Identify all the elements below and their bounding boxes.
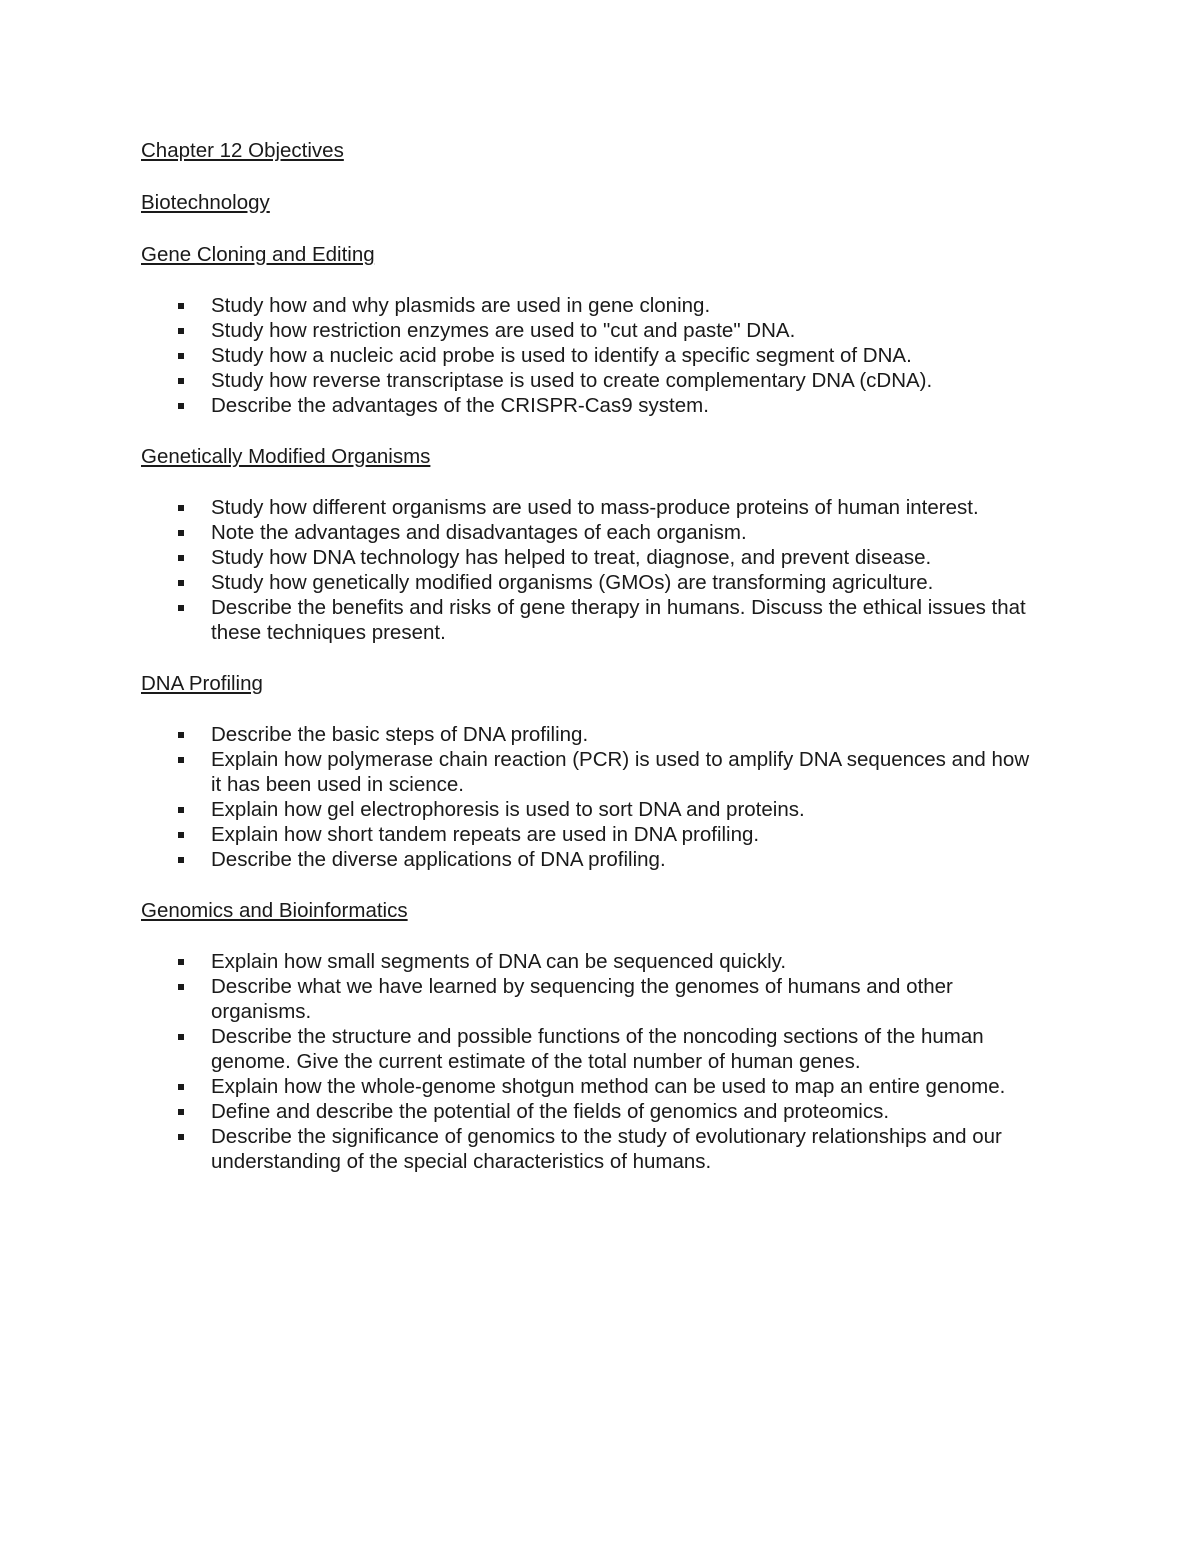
- square-bullet-icon: [178, 757, 184, 763]
- list-item: [141, 974, 1041, 1024]
- objective-list: [141, 722, 1041, 872]
- section-heading: Gene Cloning and Editing: [141, 243, 375, 266]
- list-item-text: Explain how the whole-genome shotgun method can be used to map an entire genome.: [211, 1075, 1006, 1098]
- square-bullet-icon: [178, 353, 184, 359]
- list-item: [141, 570, 1041, 595]
- document-subtitle: Biotechnology: [141, 191, 270, 214]
- square-bullet-icon: [178, 328, 184, 334]
- section-heading: Genetically Modified Organisms: [141, 445, 431, 468]
- list-item: [141, 293, 1041, 318]
- list-item-text: Explain how short tandem repeats are used in DNA profiling.: [211, 823, 760, 846]
- square-bullet-icon: [178, 530, 184, 536]
- list-item-text: Describe the advantages of the CRISPR-Cas9 system.: [211, 394, 709, 417]
- list-item-text: Explain how small segments of DNA can be sequenced quickly.: [211, 950, 787, 973]
- list-item-text: Describe what we have learned by sequencing the genomes of humans and other organisms.: [211, 975, 953, 1023]
- square-bullet-icon: [178, 732, 184, 738]
- list-item: [141, 520, 1041, 545]
- list-item: [141, 822, 1041, 847]
- square-bullet-icon: [178, 505, 184, 511]
- objective-list: [141, 293, 1041, 418]
- square-bullet-icon: [178, 1034, 184, 1040]
- list-item: [141, 1124, 1041, 1174]
- list-item: [141, 949, 1041, 974]
- square-bullet-icon: [178, 1109, 184, 1115]
- list-item-text: Describe the diverse applications of DNA profiling.: [211, 848, 666, 871]
- section-heading: DNA Profiling: [141, 672, 263, 695]
- list-item-text: Explain how gel electrophoresis is used to sort DNA and proteins.: [211, 798, 805, 821]
- list-item: [141, 847, 1041, 872]
- square-bullet-icon: [178, 1134, 184, 1140]
- list-item-text: Describe the structure and possible functions of the noncoding sections of the human genome. Give the current estimate of the total number of human genes.: [211, 1025, 984, 1073]
- list-item-text: Study how DNA technology has helped to treat, diagnose, and prevent disease.: [211, 546, 932, 569]
- list-item-text: Describe the benefits and risks of gene therapy in humans. Discuss the ethical issues that these techniques present.: [211, 596, 1026, 644]
- document-title: Chapter 12 Objectives: [141, 139, 344, 162]
- list-item-text: Study how restriction enzymes are used to "cut and paste" DNA.: [211, 319, 796, 342]
- list-item-text: Study how different organisms are used to mass-produce proteins of human interest.: [211, 496, 979, 519]
- list-item: [141, 1099, 1041, 1124]
- list-item-text: Note the advantages and disadvantages of each organism.: [211, 521, 747, 544]
- list-item-text: Study how genetically modified organisms (GMOs) are transforming agriculture.: [211, 571, 934, 594]
- document-page: [141, 138, 1041, 1200]
- list-item: [141, 1024, 1041, 1074]
- list-item-text: Define and describe the potential of the fields of genomics and proteomics.: [211, 1100, 890, 1123]
- list-item-text: Explain how polymerase chain reaction (PCR) is used to amplify DNA sequences and how it has been used in science.: [211, 748, 1030, 796]
- list-item: [141, 595, 1041, 645]
- section-dna-profiling: [141, 671, 1041, 872]
- list-item-text: Describe the basic steps of DNA profiling.: [211, 723, 589, 746]
- list-item-text: Study how and why plasmids are used in gene cloning.: [211, 294, 711, 317]
- square-bullet-icon: [178, 555, 184, 561]
- square-bullet-icon: [178, 605, 184, 611]
- square-bullet-icon: [178, 984, 184, 990]
- list-item-text: Study how a nucleic acid probe is used to identify a specific segment of DNA.: [211, 344, 912, 367]
- square-bullet-icon: [178, 403, 184, 409]
- square-bullet-icon: [178, 1084, 184, 1090]
- list-item: [141, 318, 1041, 343]
- list-item: [141, 797, 1041, 822]
- objective-list: [141, 495, 1041, 645]
- section-heading: Genomics and Bioinformatics: [141, 899, 408, 922]
- section-genomics: [141, 898, 1041, 1174]
- list-item: [141, 545, 1041, 570]
- objective-list: [141, 949, 1041, 1174]
- square-bullet-icon: [178, 959, 184, 965]
- square-bullet-icon: [178, 857, 184, 863]
- list-item-text: Study how reverse transcriptase is used to create complementary DNA (cDNA).: [211, 369, 933, 392]
- list-item: [141, 368, 1041, 393]
- square-bullet-icon: [178, 580, 184, 586]
- list-item: [141, 1074, 1041, 1099]
- square-bullet-icon: [178, 832, 184, 838]
- list-item: [141, 747, 1041, 797]
- square-bullet-icon: [178, 378, 184, 384]
- section-gene-cloning: [141, 242, 1041, 418]
- list-item-text: Describe the significance of genomics to the study of evolutionary relationships and our understanding of the special characteristics of humans.: [211, 1125, 1002, 1173]
- section-gmo: [141, 444, 1041, 645]
- list-item: [141, 495, 1041, 520]
- square-bullet-icon: [178, 807, 184, 813]
- list-item: [141, 343, 1041, 368]
- list-item: [141, 393, 1041, 418]
- list-item: [141, 722, 1041, 747]
- square-bullet-icon: [178, 303, 184, 309]
